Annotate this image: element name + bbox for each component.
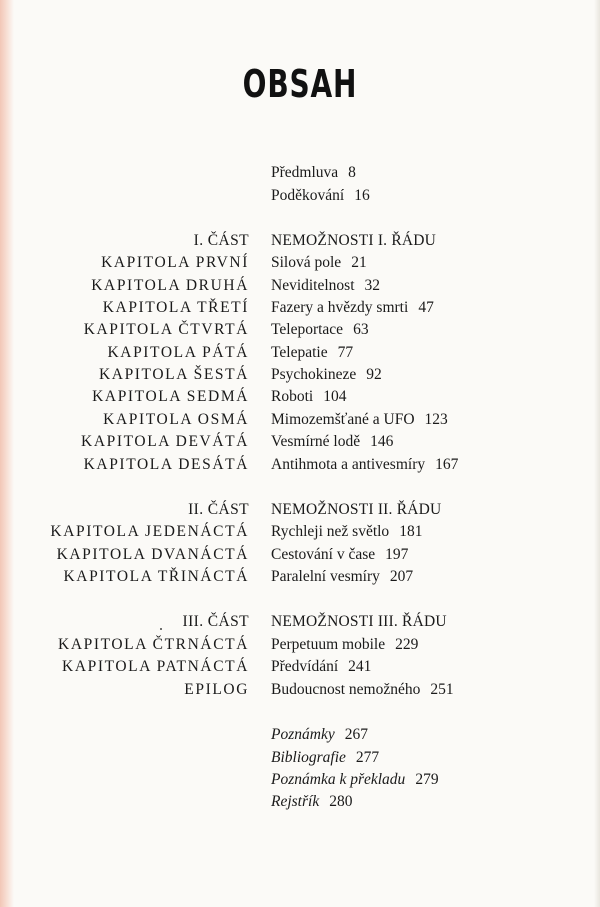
toc-chapter-row: [0, 297, 600, 319]
chapter-label: KAPITOLA OSMÁ: [103, 411, 249, 428]
toc-chapter-row: [0, 319, 600, 341]
entry-page: 92: [366, 366, 382, 383]
toc-chapter-row: [0, 431, 600, 453]
entry-title: Budoucnost nemožného: [271, 681, 421, 698]
toc-entry[interactable]: [271, 724, 368, 746]
chapter-label: KAPITOLA DVANÁCTÁ: [56, 546, 249, 563]
toc-entry[interactable]: [271, 386, 346, 408]
entry-title: Poděkování: [271, 187, 345, 204]
chapter-label: KAPITOLA TŘINÁCTÁ: [63, 568, 249, 585]
entry-page: 229: [395, 636, 419, 653]
chapter-label: KAPITOLA TŘETÍ: [102, 299, 249, 316]
entry-page: 21: [351, 254, 367, 271]
toc-chapter-row: [0, 386, 600, 408]
chapter-label: KAPITOLA DRUHÁ: [91, 277, 249, 294]
toc-entry[interactable]: [271, 297, 434, 319]
toc-chapter-row: [0, 364, 600, 386]
entry-page: 77: [337, 344, 354, 361]
entry-title: Rejstřík: [271, 793, 320, 810]
toc-chapter-row: [0, 454, 600, 476]
chapter-label: KAPITOLA ČTVRTÁ: [83, 321, 249, 338]
toc-row-front: [0, 162, 600, 184]
entry-title: Neviditelnost: [271, 277, 355, 294]
chapter-label: KAPITOLA JEDENÁCTÁ: [50, 523, 249, 540]
show-through-text: [240, 112, 368, 142]
entry-title: Paralelní vesmíry: [271, 568, 380, 585]
toc-row-back: [0, 747, 600, 769]
entry-page: 197: [385, 546, 409, 563]
toc-entry[interactable]: [271, 544, 408, 566]
toc-chapter-row: [0, 679, 600, 701]
entry-page: 207: [389, 568, 414, 585]
entry-title: Vesmírné lodě: [271, 433, 361, 450]
entry-page: 277: [355, 749, 380, 766]
part-label: II. ČÁST: [188, 501, 249, 518]
chapter-label: KAPITOLA PATNÁCTÁ: [62, 658, 249, 675]
toc-entry[interactable]: [271, 364, 382, 386]
toc-chapter-row: [0, 566, 600, 588]
entry-title: Perpetuum mobile: [271, 636, 386, 653]
part-heading[interactable]: NEMOŽNOSTI II. ŘÁDU: [271, 501, 442, 518]
entry-page: 181: [399, 523, 423, 540]
part-label: I. ČÁST: [193, 232, 249, 249]
toc-part-row: [0, 499, 600, 521]
toc-entry[interactable]: [271, 162, 356, 184]
entry-title: Poznámka k překladu: [271, 771, 406, 788]
toc-part-row: [0, 230, 600, 252]
entry-page: 251: [430, 681, 454, 698]
entry-page: 241: [348, 658, 372, 675]
toc-chapter-row: [0, 656, 600, 678]
toc-entry[interactable]: [271, 769, 439, 791]
toc-entry[interactable]: [271, 185, 370, 207]
toc-entry[interactable]: [271, 431, 393, 453]
chapter-label: KAPITOLA ČTRNÁCTÁ: [58, 636, 249, 653]
entry-title: Telepatie: [271, 344, 328, 361]
chapter-label: KAPITOLA SEDMÁ: [92, 388, 249, 405]
chapter-label: KAPITOLA DESÁTÁ: [83, 456, 249, 473]
chapter-label: KAPITOLA DEVÁTÁ: [81, 433, 249, 450]
entry-page: 16: [354, 187, 370, 204]
chapter-label: KAPITOLA PRVNÍ: [101, 254, 249, 271]
entry-page: 104: [323, 388, 347, 405]
entry-title: Silová pole: [271, 254, 342, 271]
entry-title: Teleportace: [271, 321, 344, 338]
entry-title: Bibliografie: [271, 749, 346, 766]
toc-entry[interactable]: [271, 252, 367, 274]
toc-entry[interactable]: [271, 634, 418, 656]
toc-chapter-row: [0, 275, 600, 297]
entry-title: Rychleji než světlo: [271, 523, 390, 540]
page-title: OBSAH: [242, 62, 358, 106]
entry-title: Cestování v čase: [271, 546, 376, 563]
entry-title: Předvídání: [271, 658, 339, 675]
entry-page: 47: [418, 299, 434, 316]
toc-chapter-row: [0, 521, 600, 543]
chapter-label: EPILOG: [184, 681, 249, 698]
entry-page: 63: [353, 321, 369, 338]
toc-row-back: [0, 724, 600, 746]
part-heading[interactable]: NEMOŽNOSTI III. ŘÁDU: [271, 613, 447, 630]
entry-page: 123: [424, 411, 448, 428]
toc-entry[interactable]: [271, 656, 371, 678]
toc-entry[interactable]: [271, 747, 379, 769]
chapter-label: KAPITOLA PÁTÁ: [107, 344, 249, 361]
entry-title: Poznámky: [271, 726, 335, 743]
toc-entry[interactable]: [271, 791, 352, 813]
entry-title: Fazery a hvězdy smrti: [271, 299, 409, 316]
entry-title: Mimozemšťané a UFO: [271, 411, 415, 428]
toc-entry[interactable]: [271, 409, 448, 431]
toc-chapter-row: [0, 544, 600, 566]
toc-entry[interactable]: [271, 319, 369, 341]
toc-row-back: [0, 769, 600, 791]
part-label: III. ČÁST: [182, 613, 249, 630]
toc-row-back: [0, 791, 600, 813]
toc-row-front: [0, 185, 600, 207]
entry-page: 8: [348, 164, 356, 181]
toc-chapter-row: [0, 634, 600, 656]
toc-chapter-row: [0, 342, 600, 364]
entry-title: Předmluva: [271, 164, 339, 181]
toc-chapter-row: [0, 252, 600, 274]
entry-page: 32: [364, 277, 381, 294]
entry-page: 280: [329, 793, 353, 810]
entry-page: 167: [435, 456, 459, 473]
toc-chapter-row: [0, 409, 600, 431]
toc-entry[interactable]: [271, 342, 353, 364]
toc-entry[interactable]: [271, 275, 380, 297]
chapter-label: KAPITOLA ŠESTÁ: [98, 366, 249, 383]
entry-title: Psychokineze: [271, 366, 357, 383]
toc-entry[interactable]: [271, 566, 413, 588]
part-heading[interactable]: NEMOŽNOSTI I. ŘÁDU: [271, 232, 437, 249]
entry-page: 279: [415, 771, 439, 788]
toc-entry[interactable]: [271, 454, 458, 476]
entry-page: 146: [370, 433, 394, 450]
toc-entry[interactable]: [271, 679, 454, 701]
toc-entry[interactable]: [271, 521, 422, 543]
entry-title: Roboti: [271, 388, 314, 405]
entry-title: Antihmota a antivesmíry: [271, 456, 426, 473]
entry-page: 267: [344, 726, 368, 743]
toc-part-row: [0, 611, 600, 633]
